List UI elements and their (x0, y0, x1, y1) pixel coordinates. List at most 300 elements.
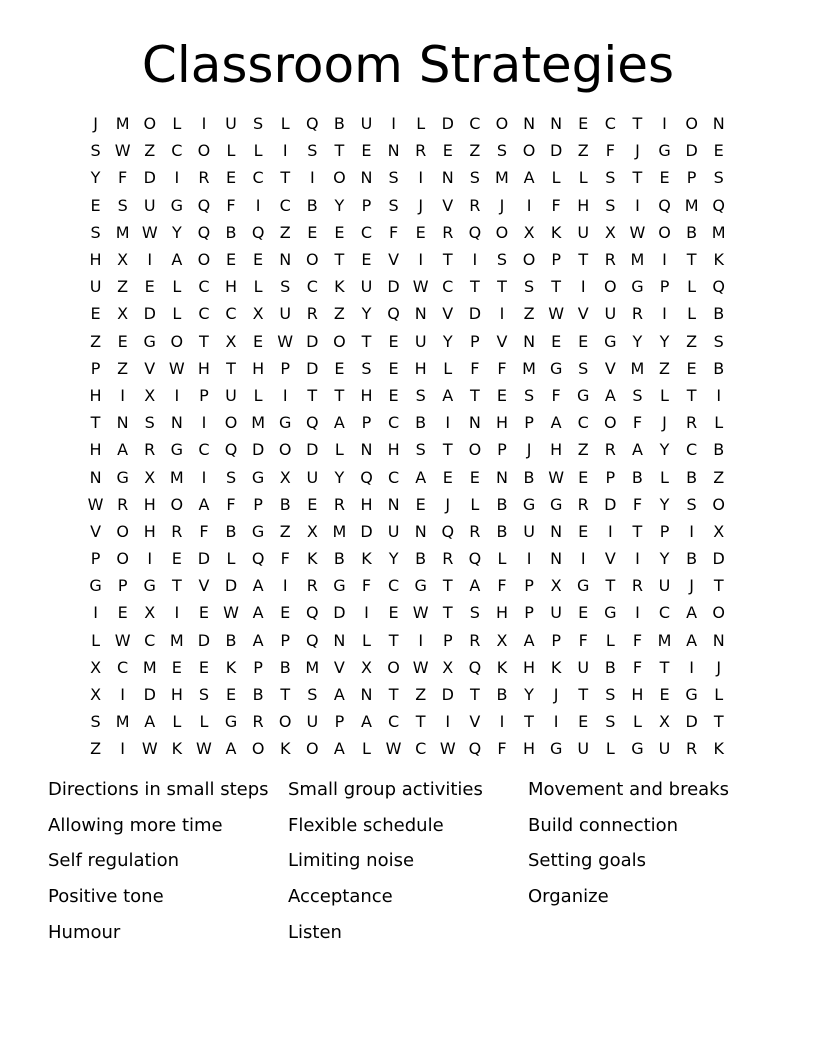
grid-letter: X (144, 467, 156, 487)
grid-letter: U (550, 603, 562, 623)
grid-letter: D (549, 141, 563, 161)
grid-letter: X (90, 657, 102, 677)
grid-letter: P (90, 358, 101, 378)
grid-letter: T (334, 250, 345, 270)
grid-letter: S (388, 168, 399, 188)
grid-letter: R (577, 494, 589, 514)
grid-letter: S (523, 385, 535, 405)
grid-letter: F (388, 222, 399, 242)
grid-letter: G (604, 603, 617, 623)
grid-letter: Q (360, 467, 373, 487)
grid-letter: T (307, 385, 318, 405)
grid-letter: S (605, 712, 616, 732)
grid-letter: N (333, 630, 346, 650)
grid-letter: H (89, 440, 102, 460)
grid-letter: O (604, 413, 617, 433)
grid-letter: Z (523, 304, 535, 324)
grid-letter: P (470, 331, 480, 351)
grid-letter: H (360, 385, 373, 405)
grid-row (82, 110, 732, 137)
grid-letter: T (280, 685, 291, 705)
grid-letter: Z (686, 331, 698, 351)
grid-letter: Q (468, 222, 482, 242)
grid-letter: Q (468, 739, 482, 759)
grid-letter: E (415, 222, 426, 242)
grid-letter: U (523, 521, 535, 541)
grid-letter: Z (90, 739, 102, 759)
word-list-item: Directions in small steps (48, 779, 269, 800)
grid-letter: X (523, 222, 535, 242)
grid-letter: M (630, 358, 645, 378)
grid-letter: P (117, 576, 128, 596)
grid-letter: B (252, 685, 264, 705)
grid-letter: D (306, 331, 319, 351)
grid-letter: M (115, 712, 130, 732)
grid-letter: U (658, 576, 671, 596)
word-list-item: Self regulation (48, 850, 179, 872)
grid-letter: A (550, 413, 562, 433)
grid-letter: W (168, 358, 185, 378)
grid-letter: L (172, 304, 182, 324)
grid-letter: E (198, 657, 209, 677)
grid-letter: H (197, 358, 210, 378)
grid-letter: X (225, 331, 237, 351)
grid-letter: R (306, 576, 318, 596)
grid-letter: B (523, 467, 535, 487)
grid-letter: H (523, 657, 536, 677)
grid-row (82, 219, 732, 246)
grid-letter: O (170, 331, 184, 351)
grid-letter: U (577, 739, 590, 759)
grid-letter: M (251, 413, 266, 433)
grid-letter: F (578, 630, 588, 650)
grid-letter: L (172, 114, 182, 134)
grid-letter: X (442, 657, 454, 677)
grid-letter: Y (388, 549, 399, 569)
word-list-item: Organize (528, 886, 609, 908)
grid-letter: P (497, 440, 507, 460)
grid-letter: E (144, 277, 155, 297)
grid-letter: Q (441, 521, 455, 541)
grid-letter: N (523, 331, 536, 351)
grid-letter: S (713, 331, 724, 351)
grid-letter: I (418, 630, 424, 650)
grid-letter: D (197, 549, 211, 569)
grid-letter: M (332, 521, 347, 541)
grid-letter: W (114, 141, 131, 161)
grid-letter: X (713, 521, 725, 541)
grid-letter: U (658, 739, 671, 759)
grid-letter: F (118, 168, 128, 188)
grid-letter: S (280, 277, 291, 297)
grid-letter: C (225, 304, 237, 324)
grid-letter: W (412, 277, 429, 297)
grid-letter: X (279, 467, 291, 487)
grid-letter: F (280, 549, 290, 569)
grid-letter: N (414, 304, 427, 324)
grid-letter: E (659, 168, 670, 188)
grid-letter: S (523, 277, 535, 297)
grid-letter: W (141, 739, 158, 759)
grid-letter: E (496, 385, 507, 405)
grid-letter: R (171, 521, 183, 541)
grid-letter: J (418, 195, 424, 215)
grid-letter: E (578, 712, 589, 732)
grid-letter: X (117, 250, 129, 270)
grid-row (82, 545, 732, 572)
grid-letter: V (469, 712, 481, 732)
grid-letter: C (686, 440, 698, 460)
grid-letter: I (662, 250, 667, 270)
grid-letter: I (282, 385, 288, 405)
grid-letter: U (225, 114, 237, 134)
grid-letter: T (578, 250, 589, 270)
grid-letter: L (660, 385, 669, 405)
grid-letter: D (143, 304, 156, 324)
grid-letter: L (605, 630, 615, 650)
grid-letter: Q (224, 440, 238, 460)
grid-letter: B (225, 222, 237, 242)
grid-letter: G (89, 576, 102, 596)
grid-letter: X (361, 657, 372, 677)
grid-letter: I (282, 141, 288, 161)
grid-letter: O (495, 222, 509, 242)
grid-letter: S (469, 168, 480, 188)
grid-letter: S (117, 195, 128, 215)
grid-letter: A (415, 467, 427, 487)
grid-letter: L (226, 141, 236, 161)
grid-letter: A (144, 712, 156, 732)
grid-letter: S (388, 195, 399, 215)
grid-row (82, 246, 732, 273)
grid-letter: I (716, 385, 722, 405)
grid-letter: M (684, 195, 699, 215)
grid-letter: B (279, 657, 291, 677)
grid-letter: T (686, 385, 697, 405)
grid-letter: D (333, 603, 346, 623)
grid-letter: P (686, 168, 697, 188)
grid-letter: E (171, 549, 182, 569)
grid-letter: K (713, 739, 724, 759)
grid-letter: O (170, 494, 184, 514)
grid-letter: H (577, 195, 590, 215)
grid-letter: G (549, 358, 563, 378)
grid-letter: I (635, 195, 640, 215)
grid-row (82, 735, 732, 762)
grid-letter: Y (90, 168, 101, 188)
grid-letter: I (418, 168, 424, 188)
grid-letter: I (120, 685, 125, 705)
grid-letter: B (686, 467, 698, 487)
grid-letter: M (657, 630, 672, 650)
word-list-item: Small group activities (288, 779, 483, 800)
grid-letter: T (442, 576, 453, 596)
grid-letter: P (659, 277, 670, 297)
grid-letter: W (223, 603, 239, 623)
grid-letter: N (116, 413, 129, 433)
grid-letter: O (278, 712, 292, 732)
word-list-item: Acceptance (288, 886, 393, 908)
grid-letter: M (169, 630, 184, 650)
grid-letter: E (442, 141, 453, 161)
grid-letter: C (415, 739, 427, 759)
grid-letter: I (445, 712, 451, 732)
grid-letter: A (523, 168, 535, 188)
grid-letter: Y (659, 549, 670, 569)
grid-letter: D (306, 440, 319, 460)
grid-letter: G (522, 494, 536, 514)
grid-letter: H (143, 521, 156, 541)
grid-letter: Z (333, 304, 345, 324)
grid-letter: W (548, 304, 565, 324)
grid-letter: Z (279, 521, 291, 541)
grid-letter: Z (279, 222, 291, 242)
grid-letter: G (658, 141, 671, 161)
grid-letter: I (526, 549, 532, 569)
grid-letter: L (226, 549, 236, 569)
grid-letter: I (282, 576, 288, 596)
grid-letter: C (198, 440, 210, 460)
grid-row (82, 382, 732, 409)
grid-letter: A (686, 630, 698, 650)
grid-letter: D (143, 685, 156, 705)
grid-letter: I (174, 168, 180, 188)
grid-letter: G (549, 494, 563, 514)
grid-letter: O (143, 114, 157, 134)
grid-letter: L (551, 168, 561, 188)
grid-letter: N (468, 413, 481, 433)
grid-letter: E (388, 385, 399, 405)
grid-row (82, 436, 732, 463)
grid-letter: O (224, 413, 238, 433)
grid-letter: C (387, 413, 400, 433)
grid-letter: X (252, 304, 264, 324)
grid-row (82, 627, 732, 654)
grid-letter: D (387, 277, 400, 297)
grid-letter: S (578, 358, 589, 378)
grid-letter: T (578, 685, 589, 705)
grid-row (82, 491, 732, 518)
grid-letter: E (659, 685, 670, 705)
grid-letter: T (713, 712, 724, 732)
grid-letter: L (605, 739, 615, 759)
grid-row (82, 300, 732, 327)
grid-letter: V (442, 195, 454, 215)
grid-letter: W (412, 603, 429, 623)
grid-letter: W (385, 739, 402, 759)
grid-letter: B (306, 195, 318, 215)
grid-letter: Z (659, 358, 670, 378)
grid-letter: V (388, 250, 400, 270)
grid-letter: L (253, 141, 263, 161)
grid-letter: A (333, 685, 345, 705)
grid-letter: J (499, 195, 505, 215)
grid-letter: R (686, 739, 698, 759)
grid-letter: M (142, 657, 157, 677)
grid-letter: R (117, 494, 129, 514)
grid-letter: S (307, 685, 318, 705)
grid-letter: T (334, 141, 345, 161)
word-list-item: Allowing more time (48, 814, 223, 836)
grid-letter: V (198, 576, 210, 596)
grid-letter: L (632, 712, 642, 732)
grid-letter: G (116, 467, 129, 487)
grid-letter: Q (251, 549, 265, 569)
grid-letter: R (604, 440, 616, 460)
grid-letter: L (687, 277, 697, 297)
grid-letter: C (442, 277, 454, 297)
grid-letter: S (144, 413, 155, 433)
grid-letter: H (631, 685, 644, 705)
grid-letter: Q (197, 222, 211, 242)
grid-row (82, 518, 732, 545)
grid-letter: W (141, 222, 158, 242)
grid-letter: S (90, 141, 101, 161)
grid-letter: S (307, 141, 318, 161)
grid-letter: H (225, 277, 238, 297)
grid-letter: G (549, 739, 563, 759)
grid-letter: L (714, 685, 724, 705)
grid-letter: C (144, 630, 156, 650)
grid-letter: G (251, 521, 265, 541)
grid-letter: V (333, 657, 345, 677)
grid-letter: F (470, 358, 480, 378)
grid-letter: Q (306, 114, 319, 134)
grid-letter: S (713, 168, 724, 188)
grid-letter: U (414, 331, 427, 351)
grid-letter: Q (197, 195, 211, 215)
grid-letter: H (495, 413, 508, 433)
grid-letter: P (253, 657, 263, 677)
grid-letter: A (361, 712, 372, 732)
grid-letter: U (604, 304, 617, 324)
grid-letter: G (414, 576, 427, 596)
grid-letter: D (685, 712, 698, 732)
grid-letter: S (496, 141, 508, 161)
grid-letter: T (388, 685, 399, 705)
grid-letter: A (252, 576, 264, 596)
grid-letter: B (686, 549, 698, 569)
grid-letter: C (658, 603, 671, 623)
grid-letter: E (388, 603, 399, 623)
grid-letter: Z (577, 141, 589, 161)
grid-letter: T (551, 277, 562, 297)
grid-letter: C (387, 467, 400, 487)
grid-letter: U (577, 222, 590, 242)
grid-letter: C (577, 413, 589, 433)
grid-letter: B (496, 494, 508, 514)
grid-letter: U (387, 521, 400, 541)
grid-letter: D (143, 168, 156, 188)
grid-letter: O (685, 114, 698, 134)
grid-letter: X (604, 222, 616, 242)
grid-letter: C (604, 114, 616, 134)
grid-letter: I (689, 521, 694, 541)
grid-letter: S (469, 603, 480, 623)
grid-letter: R (306, 304, 318, 324)
grid-letter: E (280, 603, 291, 623)
grid-letter: O (278, 440, 292, 460)
grid-letter: T (605, 576, 616, 596)
grid-letter: A (198, 494, 210, 514)
word-list-item: Positive tone (48, 886, 164, 908)
grid-letter: R (252, 712, 264, 732)
grid-letter: R (415, 141, 427, 161)
grid-letter: T (90, 413, 101, 433)
grid-letter: R (631, 304, 643, 324)
grid-letter: V (577, 304, 589, 324)
grid-letter: A (469, 576, 481, 596)
grid-letter: B (415, 413, 427, 433)
grid-letter: I (499, 712, 505, 732)
grid-letter: J (553, 685, 559, 705)
grid-letter: W (87, 494, 104, 514)
grid-letter: I (147, 250, 153, 270)
grid-letter: A (225, 739, 237, 759)
grid-letter: E (361, 141, 372, 161)
grid-letter: Z (144, 141, 156, 161)
grid-letter: O (468, 440, 482, 460)
grid-letter: S (90, 222, 101, 242)
grid-letter: F (497, 576, 507, 596)
grid-letter: I (635, 603, 640, 623)
grid-letter: J (662, 413, 667, 433)
grid-letter: R (333, 494, 345, 514)
grid-letter: E (361, 250, 372, 270)
grid-letter: M (115, 222, 130, 242)
grid-letter: E (90, 304, 101, 324)
grid-letter: I (472, 250, 478, 270)
grid-letter: G (224, 712, 238, 732)
grid-letter: O (306, 250, 319, 270)
grid-letter: F (226, 494, 236, 514)
grid-row (82, 654, 732, 681)
grid-letter: I (580, 277, 586, 297)
grid-letter: S (198, 685, 209, 705)
grid-letter: Z (117, 358, 129, 378)
grid-letter: J (93, 114, 98, 134)
grid-letter: S (90, 712, 101, 732)
grid-letter: G (279, 413, 292, 433)
grid-letter: X (144, 385, 156, 405)
grid-letter: O (306, 739, 319, 759)
grid-letter: T (632, 114, 643, 134)
grid-letter: W (114, 630, 131, 650)
grid-letter: A (686, 603, 698, 623)
grid-letter: L (280, 114, 290, 134)
page-title: Classroom Strategies (141, 36, 675, 94)
grid-letter: F (632, 413, 643, 433)
grid-letter: A (442, 385, 454, 405)
grid-letter: H (414, 358, 427, 378)
grid-letter: E (578, 521, 589, 541)
grid-letter: L (253, 385, 263, 405)
grid-letter: S (605, 685, 616, 705)
grid-letter: D (197, 630, 211, 650)
grid-letter: E (117, 603, 128, 623)
grid-letter: C (387, 712, 400, 732)
grid-letter: L (172, 712, 182, 732)
grid-letter: O (658, 222, 671, 242)
grid-letter: S (415, 440, 426, 460)
grid-letter: N (360, 440, 373, 460)
grid-letter: Y (632, 331, 643, 351)
grid-letter: I (526, 195, 532, 215)
grid-letter: E (171, 657, 182, 677)
grid-letter: T (524, 712, 534, 732)
grid-letter: I (418, 250, 424, 270)
grid-letter: Y (361, 304, 372, 324)
